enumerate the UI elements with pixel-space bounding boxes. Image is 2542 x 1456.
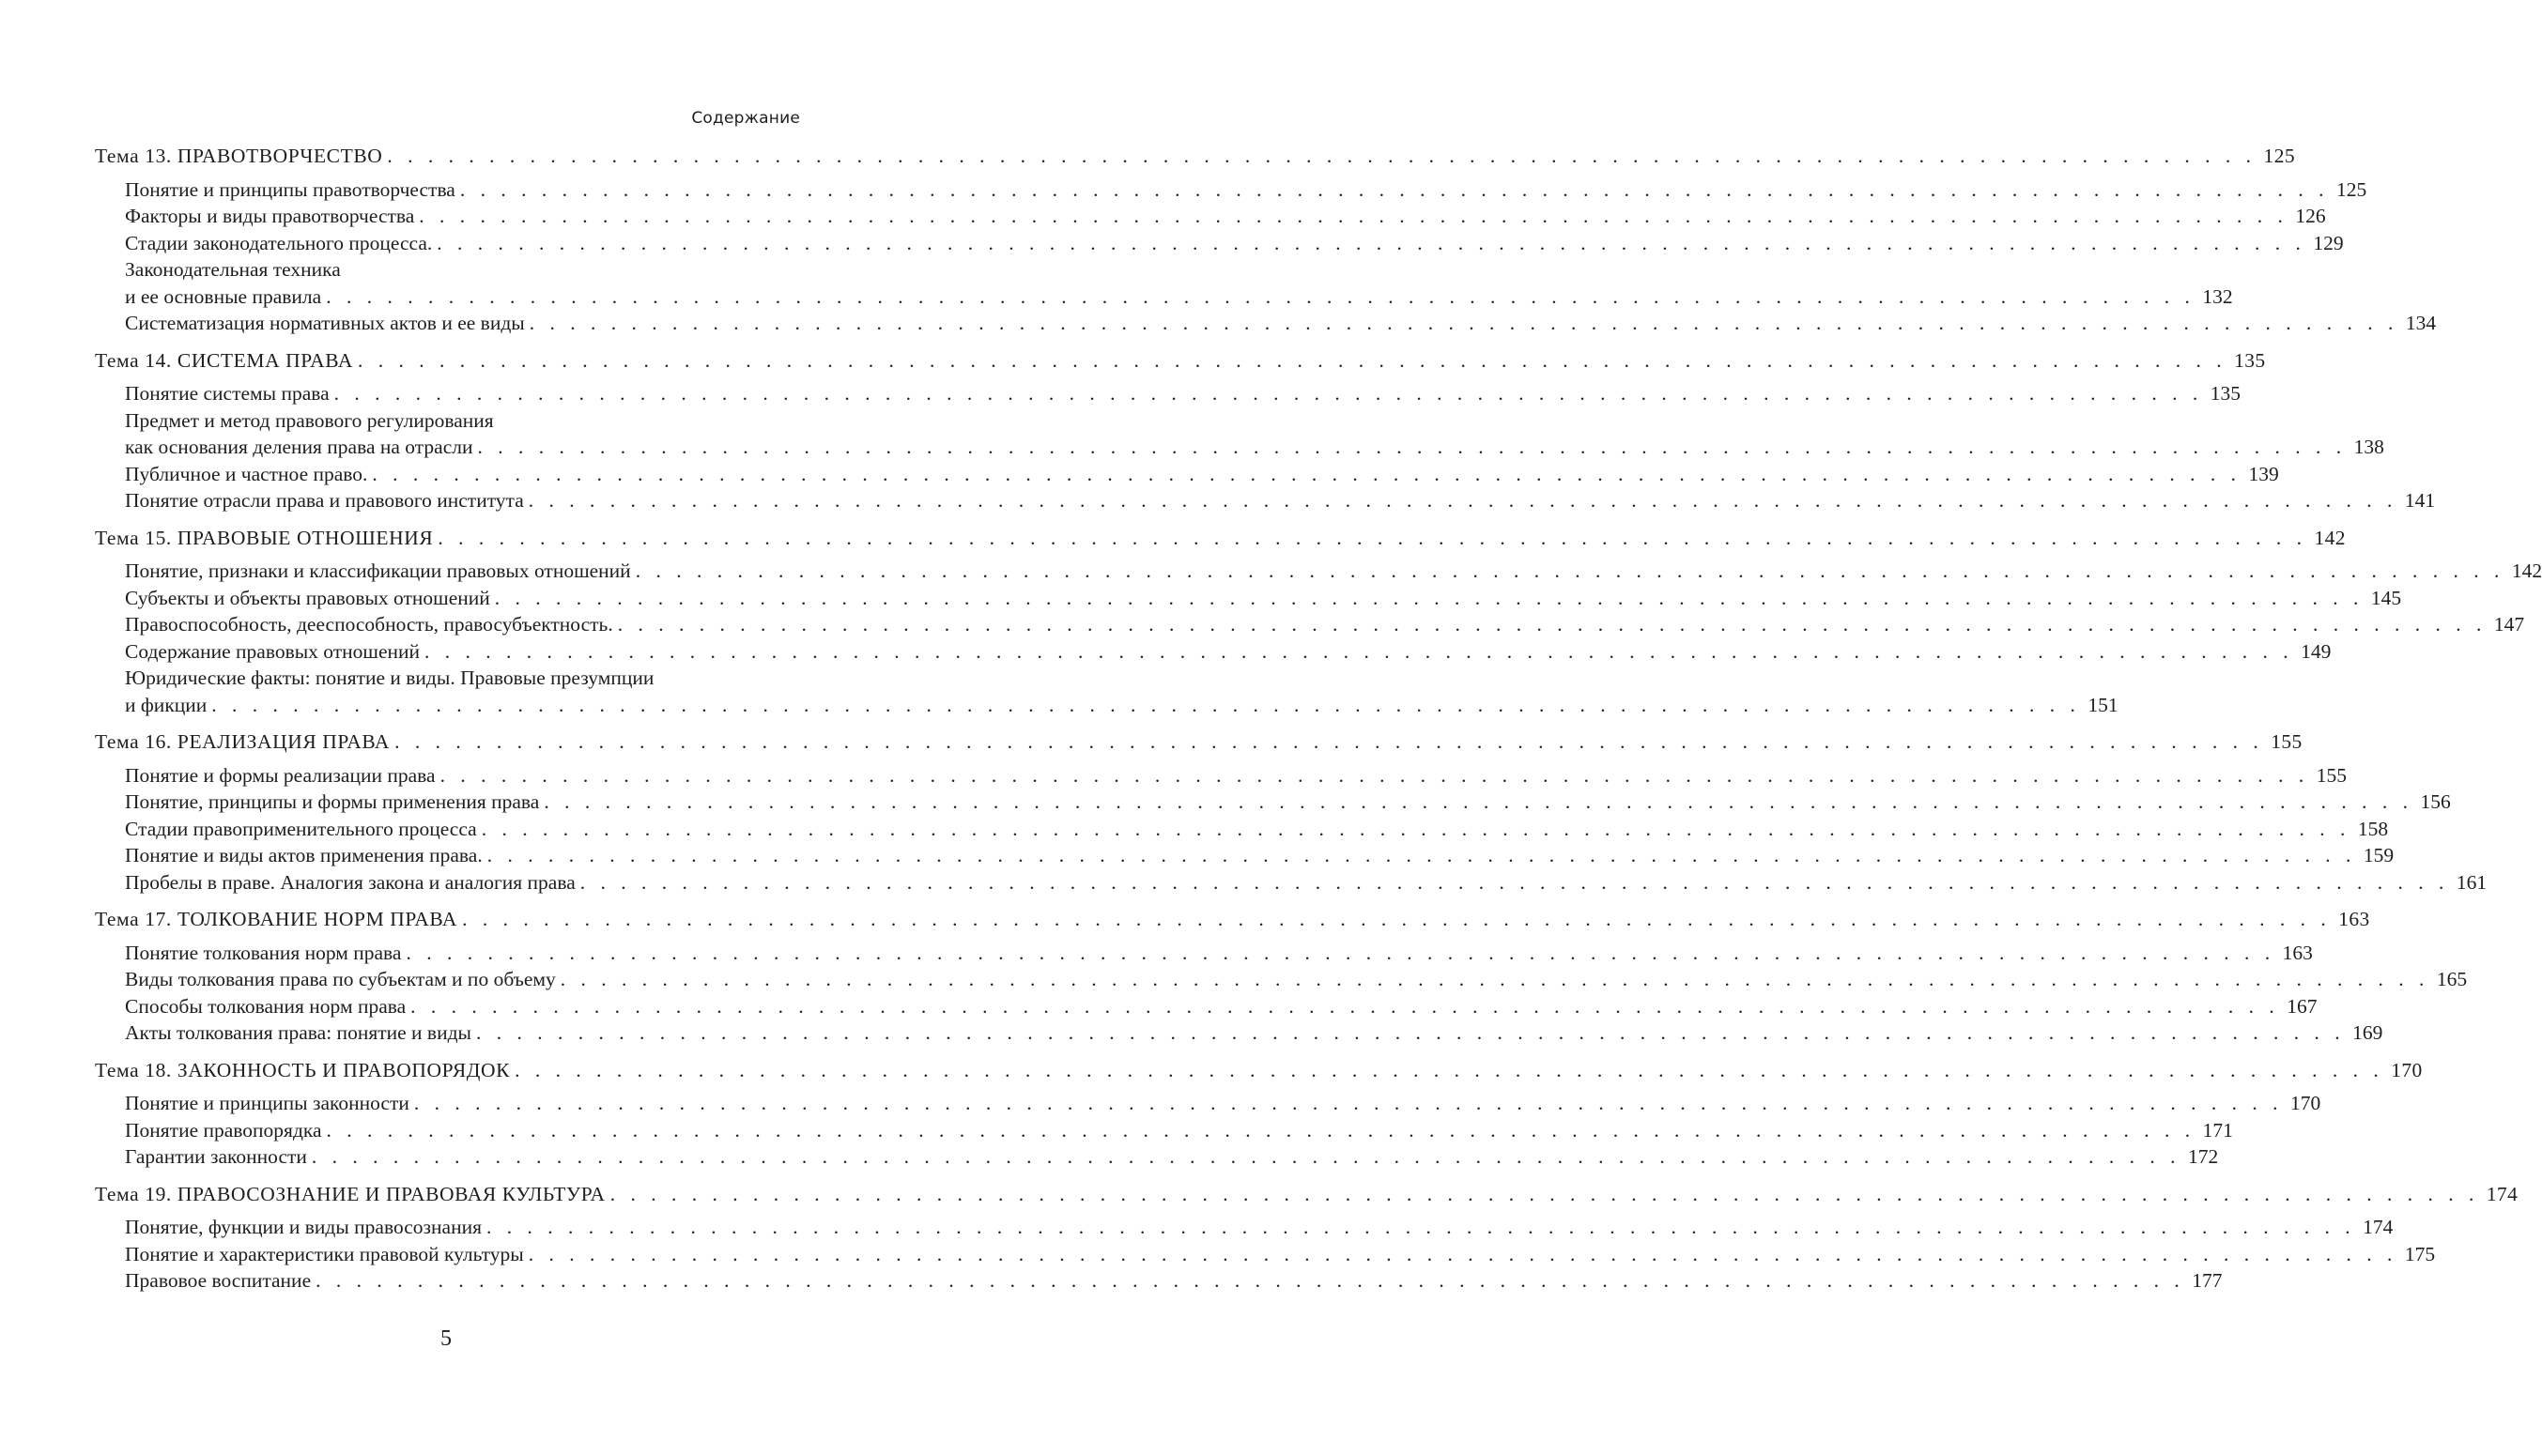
dot-leader: . . . . . . . . . . . . . . . . . . . . . . . . . . . . . . . . . . . . . . . . . . . . . . . . . . . . . . . . . . . . . . . . . . . . . . . . . . . . . . . . . . . . . . . . . . . . (609, 1182, 2479, 1205)
dot-leader: . . . . . . . . . . . . . . . . . . . . . . . . . . . . . . . . . . . . . . . . . . . . . . . . . . . . . . . . . . . . . . . . . . . . . . . . . . . . . . . . . . . . . . . . . . . . (635, 559, 2504, 582)
toc-entry-page: 158 (2357, 817, 2389, 840)
toc-entry[interactable] (95, 1117, 2233, 1144)
toc-entry-page: 129 (2313, 231, 2344, 254)
toc-entry-page: 132 (2202, 284, 2233, 308)
toc-topic-page: 170 (2391, 1058, 2423, 1081)
dot-leader: . . . . . . . . . . . . . . . . . . . . . . . . . . . . . . . . . . . . . . . . . . . . . . . . . . . . . . . . . . . . . . . . . . . . . . . . . . . . . . . . . . . . . . . . . . . . (459, 177, 2329, 201)
toc-entry-page: 135 (2210, 382, 2242, 405)
toc-entry-line1[interactable]: Предмет и метод правового регулирования (125, 408, 494, 432)
toc-entry-text: Акты толкования права: понятие и виды (125, 1021, 471, 1044)
dot-leader: . . . . . . . . . . . . . . . . . . . . . . . . . . . . . . . . . . . . . . . . . . . . . . . . . . . . . . . . . . . . . . . . . . . . . . . . . . . . . . . . . . . . . . . . . . . . (333, 382, 2203, 405)
toc-entry-page: 145 (2370, 586, 2402, 609)
toc-entry-page: 170 (2289, 1092, 2321, 1114)
dot-leader: . . . . . . . . . . . . . . . . . . . . . . . . . . . . . . . . . . . . . . . . . . . . . . . . . . . . . . . . . . . . . . . . . . . . . . . . . . . . . . . . . . . . . . . . . . . . (529, 312, 2398, 334)
toc-entry[interactable] (95, 203, 2326, 230)
dot-leader: . . . . . . . . . . . . . . . . . . . . . . . . . . . . . . . . . . . . . . . . . . . . . . . . . . . . . . . . . . . . . . . . . . . . . . . . . . . . . . . . . . . . . . . . . . . . (528, 1242, 2397, 1265)
toc-entry[interactable] (95, 611, 2525, 638)
toc-entry-line1[interactable]: Юридические факты: понятие и виды. Правовые презумпции (125, 667, 655, 689)
toc-entry-text: Стадии законодательного процесса. (125, 231, 433, 254)
toc-entry-text: Стадии правоприменительного процесса (125, 817, 477, 840)
toc-topic[interactable] (95, 143, 2295, 170)
toc-entry-text: Систематизация нормативных актов и ее виды (125, 312, 525, 334)
toc-topic[interactable] (95, 347, 2266, 375)
toc-entry-text: Понятие и принципы правотворчества (125, 177, 455, 201)
dot-leader: . . . . . . . . . . . . . . . . . . . . . . . . . . . . . . . . . . . . . . . . . . . . . . . . . . . . . . . . . . . . . . . . . . . . . . . . . . . . . . . . . . . . . . . . . . . . (528, 489, 2397, 512)
dot-leader: . . . . . . . . . . . . . . . . . . . . . . . . . . . . . . . . . . . . . . . . . . . . . . . . . . . . . . . . . . . . . . . . . . . . . . . . . . . . . . . . . . . . . . . . . . . . (437, 231, 2306, 254)
toc-entry-text: Способы толкования норм права (125, 994, 407, 1018)
toc-entry[interactable] (95, 842, 2395, 869)
dot-leader: . . . . . . . . . . . . . . . . . . . . . . . . . . . . . . . . . . . . . . . . . . . . . . . . . . . . . . . . . . . . . . . . . . . . . . . . . . . . . . . . . . . . . . . . . . . . (311, 1145, 2181, 1168)
toc-entry-page: 151 (2088, 693, 2118, 716)
toc-topic-text: Тема 13. ПРАВОТВОРЧЕСТВО (95, 145, 383, 167)
toc-topic[interactable] (95, 728, 2303, 756)
dot-leader: . . . . . . . . . . . . . . . . . . . . . . . . . . . . . . . . . . . . . . . . . . . . . . . . . . . . . . . . . . . . . . . . . . . . . . . . . . . . . . . . . . . . . . . . . . . . (494, 586, 2364, 609)
toc-entry[interactable] (95, 869, 2488, 897)
toc-section (95, 525, 2542, 719)
toc-entry[interactable] (95, 380, 2242, 407)
toc-entry-text: Понятие правопорядка (125, 1118, 322, 1142)
toc-entry-text: Понятие и формы реализации права (125, 763, 436, 787)
toc-entry-page: 175 (2404, 1242, 2436, 1265)
toc-entry-text: Гарантии законности (125, 1145, 307, 1168)
dot-leader: . . . . . . . . . . . . . . . . . . . . . . . . . . . . . . . . . . . . . . . . . . . . . . . . . . . . . . . . . . . . . . . . . . . . . . . . . . . . . . . . . . . . . . . . . . . . (326, 284, 2195, 308)
toc-topic[interactable] (95, 525, 2346, 552)
toc-entry-text: Правоспособность, дееспособность, правосубъектность. (125, 613, 613, 636)
toc-entry[interactable] (95, 638, 2332, 666)
toc-topic-text: Тема 17. ТОЛКОВАНИЕ НОРМ ПРАВА (95, 908, 458, 930)
dot-leader: . . . . . . . . . . . . . . . . . . . . . . . . . . . . . . . . . . . . . . . . . . . . . . . . . . . . . . . . . . . . . . . . . . . . . . . . . . . . . . . . . . . . . . . . . . . . (413, 1092, 2283, 1114)
toc-entry-text: Понятие и виды актов применения права. (125, 844, 483, 866)
toc-entry[interactable] (95, 284, 2233, 311)
toc-entry-text: как основания деления права на отрасли (125, 436, 473, 458)
toc-entry[interactable] (95, 816, 2389, 843)
toc-topic-text: Тема 19. ПРАВОСОЗНАНИЕ И ПРАВОВАЯ КУЛЬТУРА (95, 1182, 606, 1205)
dot-leader: . . . . . . . . . . . . . . . . . . . . . . . . . . . . . . . . . . . . . . . . . . . . . . . . . . . . . . . . . . . . . . . . . . . . . . . . . . . . . . . . . . . . . . . . . . . . (560, 968, 2429, 990)
toc-entry-text: Виды толкования права по субъектам и по объему (125, 968, 556, 990)
toc-entry-text: Содержание правовых отношений (125, 639, 421, 663)
toc-entry-text: и ее основные правила (125, 284, 322, 308)
dot-leader: . . . . . . . . . . . . . . . . . . . . . . . . . . . . . . . . . . . . . . . . . . . . . . . . . . . . . . . . . . . . . . . . . . . . . . . . . . . . . . . . . . . . . . . . . . . . (316, 1269, 2185, 1292)
toc-entry-text: Понятие и характеристики правовой культуры (125, 1242, 524, 1265)
toc-entry[interactable] (95, 487, 2436, 514)
dot-leader: . . . . . . . . . . . . . . . . . . . . . . . . . . . . . . . . . . . . . . . . . . . . . . . . . . . . . . . . . . . . . . . . . . . . . . . . . . . . . . . . . . . . . . . . . . . . (477, 436, 2347, 458)
toc-topic-text: Тема 18. ЗАКОННОСТЬ И ПРАВОПОРЯДОК (95, 1058, 511, 1081)
toc-entry[interactable] (95, 1019, 2383, 1047)
toc-entry[interactable] (95, 1241, 2436, 1268)
toc-entry-text: Понятие, функции и виды правосознания (125, 1216, 482, 1238)
toc-section (95, 1181, 2519, 1295)
dot-leader: . . . . . . . . . . . . . . . . . . . . . . . . . . . . . . . . . . . . . . . . . . . . . . . . . . . . . . . . . . . . . . . . . . . . . . . . . . . . . . . . . . . . . . . . . . . . (406, 941, 2275, 964)
toc-entry-text: Понятие отрасли права и правового института (125, 489, 524, 512)
dot-leader: . . . . . . . . . . . . . . . . . . . . . . . . . . . . . . . . . . . . . . . . . . . . . . . . . . . . . . . . . . . . . . . . . . . . . . . . . . . . . . . . . . . . . . . . . . . . (394, 730, 2264, 753)
toc-topic-page: 155 (2271, 730, 2303, 753)
toc-entry-page: 155 (2316, 763, 2347, 787)
toc-topic-page: 174 (2486, 1182, 2519, 1205)
toc-entry-text: Понятие, признаки и классификации правовых отношений (125, 559, 631, 582)
toc-entry-text: Субъекты и объекты правовых отношений (125, 586, 490, 609)
toc-entry-text: Правовое воспитание (125, 1269, 312, 1292)
toc-section (95, 347, 2436, 514)
dot-leader: . . . . . . . . . . . . . . . . . . . . . . . . . . . . . . . . . . . . . . . . . . . . . . . . . . . . . . . . . . . . . . . . . . . . . . . . . . . . . . . . . . . . . . . . . . . . (372, 462, 2242, 485)
dot-leader: . . . . . . . . . . . . . . . . . . . . . . . . . . . . . . . . . . . . . . . . . . . . . . . . . . . . . . . . . . . . . . . . . . . . . . . . . . . . . . . . . . . . . . . . . . . . (357, 348, 2227, 372)
dot-leader: . . . . . . . . . . . . . . . . . . . . . . . . . . . . . . . . . . . . . . . . . . . . . . . . . . . . . . . . . . . . . . . . . . . . . . . . . . . . . . . . . . . . . . . . . . . . (617, 613, 2487, 636)
toc-entry-page: 169 (2352, 1021, 2383, 1044)
toc-entry-text: Понятие толкования норм права (125, 941, 402, 964)
toc-entry[interactable] (95, 434, 2384, 461)
toc-topic-text: Тема 16. РЕАЛИЗАЦИЯ ПРАВА (95, 730, 391, 753)
dot-leader: . . . . . . . . . . . . . . . . . . . . . . . . . . . . . . . . . . . . . . . . . . . . . . . . . . . . . . . . . . . . . . . . . . . . . . . . . . . . . . . . . . . . . . . . . . . . (424, 639, 2294, 663)
toc-entry[interactable] (95, 966, 2468, 993)
toc-entry-page: 172 (2188, 1145, 2219, 1168)
toc-entry-text: Понятие системы права (125, 382, 330, 405)
table-of-contents (95, 143, 2542, 1305)
toc-entry[interactable] (95, 1090, 2321, 1117)
dot-leader: . . . . . . . . . . . . . . . . . . . . . . . . . . . . . . . . . . . . . . . . . . . . . . . . . . . . . . . . . . . . . . . . . . . . . . . . . . . . . . . . . . . . . . . . . . . . (387, 145, 2257, 167)
toc-entry-page: 165 (2436, 968, 2468, 990)
dot-leader: . . . . . . . . . . . . . . . . . . . . . . . . . . . . . . . . . . . . . . . . . . . . . . . . . . . . . . . . . . . . . . . . . . . . . . . . . . . . . . . . . . . . . . . . . . . . (481, 817, 2350, 840)
toc-section (95, 906, 2468, 1047)
toc-entry-text: Факторы и виды правотворчества (125, 205, 415, 227)
toc-entry-page: 159 (2363, 844, 2395, 866)
toc-topic-page: 135 (2234, 348, 2266, 372)
toc-topic[interactable] (95, 1181, 2519, 1208)
toc-topic-page: 142 (2314, 526, 2346, 549)
toc-entry-page: 138 (2353, 436, 2384, 458)
toc-section (95, 1057, 2423, 1171)
toc-entry-page: 139 (2248, 462, 2279, 485)
toc-entry[interactable] (95, 461, 2279, 488)
toc-entry-page: 163 (2282, 941, 2313, 964)
dot-leader: . . . . . . . . . . . . . . . . . . . . . . . . . . . . . . . . . . . . . . . . . . . . . . . . . . . . . . . . . . . . . . . . . . . . . . . . . . . . . . . . . . . . . . . . . . . . (515, 1058, 2384, 1081)
dot-leader: . . . . . . . . . . . . . . . . . . . . . . . . . . . . . . . . . . . . . . . . . . . . . . . . . . . . . . . . . . . . . . . . . . . . . . . . . . . . . . . . . . . . . . . . . . . . (462, 908, 2332, 930)
toc-entry-page: 167 (2287, 994, 2318, 1018)
dot-leader: . . . . . . . . . . . . . . . . . . . . . . . . . . . . . . . . . . . . . . . . . . . . . . . . . . . . . . . . . . . . . . . . . . . . . . . . . . . . . . . . . . . . . . . . . . . . (410, 994, 2280, 1018)
toc-entry[interactable] (95, 1143, 2219, 1171)
page-number: 5 (440, 1326, 452, 1351)
toc-entry[interactable] (95, 176, 2367, 204)
toc-entry[interactable] (95, 230, 2344, 257)
toc-topic[interactable] (95, 1057, 2423, 1084)
toc-entry[interactable] (95, 692, 2118, 719)
toc-section (95, 728, 2488, 896)
dot-leader: . . . . . . . . . . . . . . . . . . . . . . . . . . . . . . . . . . . . . . . . . . . . . . . . . . . . . . . . . . . . . . . . . . . . . . . . . . . . . . . . . . . . . . . . . . . . (438, 526, 2307, 549)
toc-entry[interactable] (95, 993, 2318, 1020)
toc-entry-page: 126 (2295, 205, 2326, 227)
dot-leader: . . . . . . . . . . . . . . . . . . . . . . . . . . . . . . . . . . . . . . . . . . . . . . . . . . . . . . . . . . . . . . . . . . . . . . . . . . . . . . . . . . . . . . . . . . . . (485, 1216, 2356, 1238)
toc-entry[interactable] (95, 310, 2437, 337)
toc-entry-page: 142 (2511, 559, 2542, 582)
toc-topic-page: 163 (2338, 908, 2370, 930)
toc-entry-text: и фикции (125, 693, 208, 716)
toc-entry[interactable] (95, 1267, 2223, 1295)
dot-leader: . . . . . . . . . . . . . . . . . . . . . . . . . . . . . . . . . . . . . . . . . . . . . . . . . . . . . . . . . . . . . . . . . . . . . . . . . . . . . . . . . . . . . . . . . . . . (419, 205, 2288, 227)
toc-topic-page: 125 (2263, 145, 2295, 167)
toc-entry-page: 174 (2363, 1216, 2394, 1238)
running-header: Содержание (691, 109, 800, 128)
dot-leader: . . . . . . . . . . . . . . . . . . . . . . . . . . . . . . . . . . . . . . . . . . . . . . . . . . . . . . . . . . . . . . . . . . . . . . . . . . . . . . . . . . . . . . . . . . . . (486, 844, 2356, 866)
toc-entry[interactable] (95, 789, 2451, 816)
dot-leader: . . . . . . . . . . . . . . . . . . . . . . . . . . . . . . . . . . . . . . . . . . . . . . . . . . . . . . . . . . . . . . . . . . . . . . . . . . . . . . . . . . . . . . . . . . . . (326, 1118, 2195, 1142)
toc-entry[interactable] (95, 1214, 2394, 1241)
toc-entry-page: 177 (2192, 1269, 2223, 1292)
toc-entry[interactable] (95, 558, 2542, 585)
toc-topic-text: Тема 15. ПРАВОВЫЕ ОТНОШЕНИЯ (95, 526, 434, 549)
toc-entry-page: 125 (2335, 177, 2367, 201)
toc-entry-page: 149 (2301, 639, 2332, 663)
dot-leader: . . . . . . . . . . . . . . . . . . . . . . . . . . . . . . . . . . . . . . . . . . . . . . . . . . . . . . . . . . . . . . . . . . . . . . . . . . . . . . . . . . . . . . . . . . . . (544, 790, 2413, 813)
toc-entry-page: 141 (2404, 489, 2436, 512)
toc-entry-line1[interactable]: Законодательная техника (125, 258, 341, 281)
toc-entry-text: Публичное и частное право. (125, 462, 368, 485)
toc-entry-page: 147 (2493, 613, 2525, 636)
toc-entry-page: 161 (2456, 870, 2488, 894)
toc-entry[interactable] (95, 762, 2347, 789)
dot-leader: . . . . . . . . . . . . . . . . . . . . . . . . . . . . . . . . . . . . . . . . . . . . . . . . . . . . . . . . . . . . . . . . . . . . . . . . . . . . . . . . . . . . . . . . . . . . (439, 763, 2309, 787)
toc-entry-page: 171 (2202, 1118, 2233, 1142)
toc-entry-text: Пробелы в праве. Аналогия закона и аналогия права (125, 870, 576, 894)
toc-entry-page: 134 (2405, 312, 2437, 334)
toc-entry[interactable] (95, 585, 2402, 612)
toc-entry-text: Понятие и принципы законности (125, 1092, 409, 1114)
toc-entry[interactable] (95, 940, 2313, 967)
toc-entry-text: Понятие, принципы и формы применения права (125, 790, 540, 813)
toc-section (95, 143, 2437, 337)
toc-entry-page: 156 (2420, 790, 2451, 813)
dot-leader: . . . . . . . . . . . . . . . . . . . . . . . . . . . . . . . . . . . . . . . . . . . . . . . . . . . . . . . . . . . . . . . . . . . . . . . . . . . . . . . . . . . . . . . . . . . . (579, 870, 2449, 894)
dot-leader: . . . . . . . . . . . . . . . . . . . . . . . . . . . . . . . . . . . . . . . . . . . . . . . . . . . . . . . . . . . . . . . . . . . . . . . . . . . . . . . . . . . . . . . . . . . . (475, 1021, 2346, 1044)
toc-topic-text: Тема 14. СИСТЕМА ПРАВА (95, 348, 353, 372)
dot-leader: . . . . . . . . . . . . . . . . . . . . . . . . . . . . . . . . . . . . . . . . . . . . . . . . . . . . . . . . . . . . . . . . . . . . . . . . . . . . . . . . . . . . . . . . . . . . (211, 693, 2081, 716)
toc-topic[interactable] (95, 906, 2370, 933)
